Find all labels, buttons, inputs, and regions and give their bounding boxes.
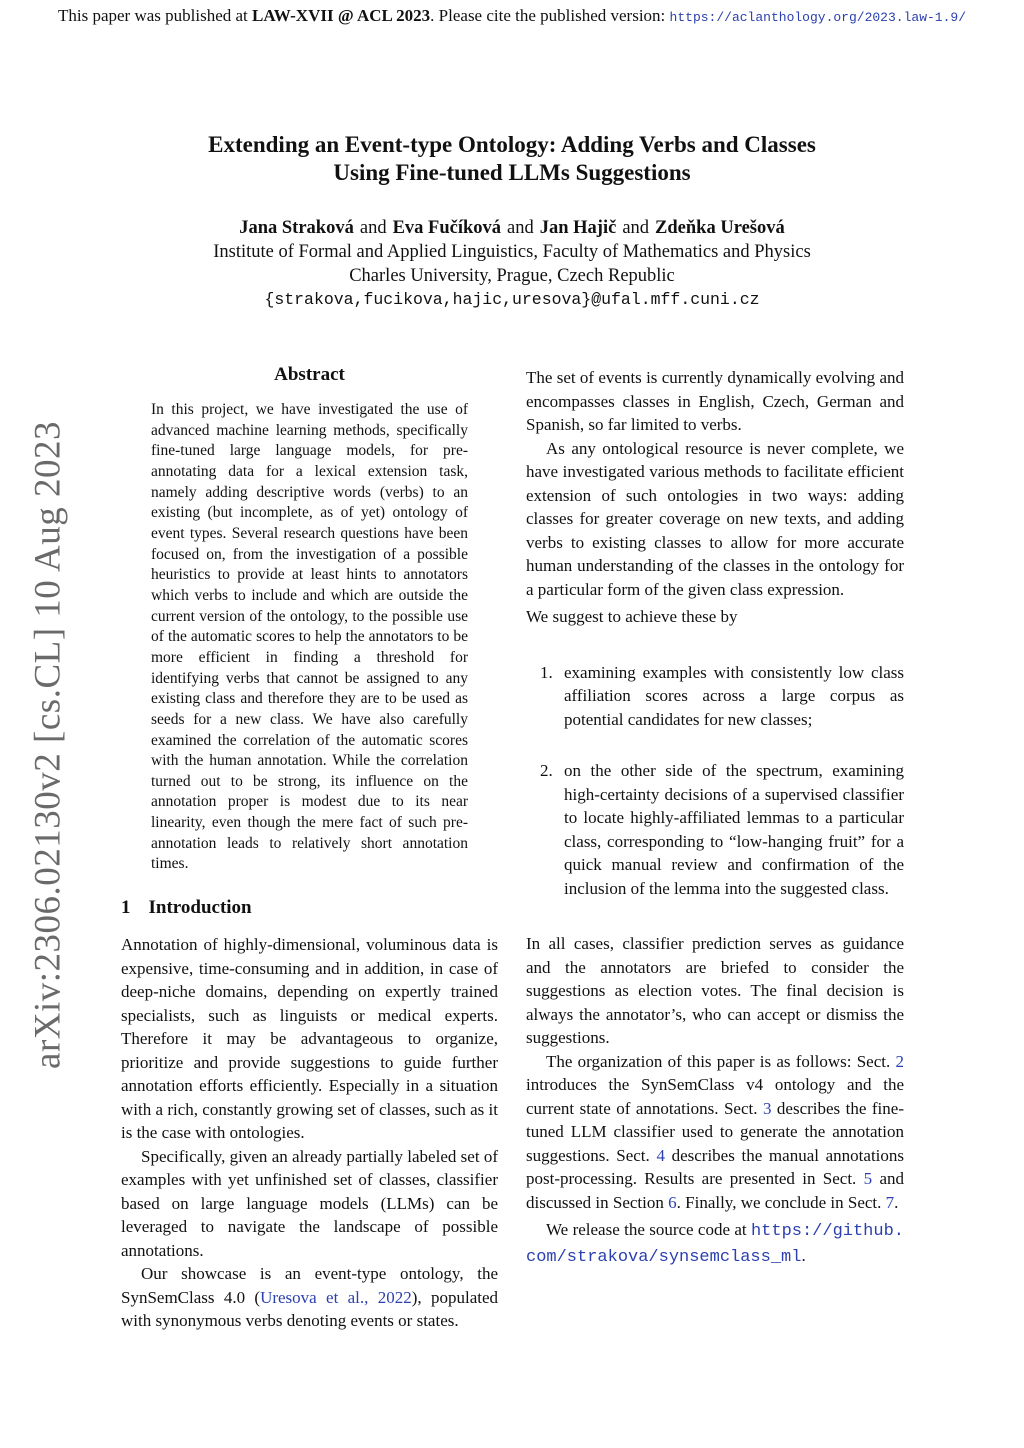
suggestion-list <box>526 661 904 901</box>
affiliation-line-1: Institute of Formal and Applied Linguistics, Faculty of Mathematics and Physics <box>213 242 811 262</box>
citation-link[interactable]: Uresova et al., 2022 <box>260 1287 412 1307</box>
right-paragraph-5 <box>526 1050 904 1215</box>
section-ref-link[interactable]: 5 <box>863 1169 873 1188</box>
text-span: and discussed in Section <box>526 1169 904 1212</box>
text-span: . <box>801 1245 806 1265</box>
author-name: Jan Hajič <box>539 218 617 238</box>
notice-venue: LAW-XVII @ ACL 2023 <box>252 6 431 25</box>
text-span: . Finally, we conclude in Sect. <box>676 1192 886 1212</box>
author-name: Eva Fučíková <box>392 218 502 238</box>
author-name: Zdeňka Urešová <box>655 218 785 238</box>
intro-paragraph-3 <box>121 1262 498 1333</box>
notice-prefix: This paper was published at <box>57 6 248 25</box>
text-span: describes the fine-tuned LLM classifier used to generate the annotation suggestions. Sect. <box>526 1098 904 1165</box>
list-item <box>526 661 904 732</box>
section-ref-link[interactable]: 3 <box>762 1098 772 1118</box>
right-paragraph-3: We suggest to achieve these by <box>526 607 738 626</box>
arxiv-identifier: arXiv:2306.02130v2 [cs.CL] 10 Aug 2023 <box>27 421 69 1069</box>
text-span: Our showcase is an event-type ontology, the SynSemClass 4.0 ( <box>121 1264 498 1307</box>
abstract-heading: Abstract <box>274 364 345 385</box>
paper-title <box>0 131 1024 187</box>
publication-notice <box>0 6 1024 26</box>
list-text: on the other side of the spectrum, examining high-certainty decisions of a supervised classifier to locate highly-affiliated lemmas to a particular class, corresponding to “low-hanging fruit” for a quick manual review and confirmation of the inclusion of the lemma into the suggested class. <box>564 761 904 898</box>
text-span: . <box>894 1192 899 1212</box>
abstract-text: In this project, we have investigated the use of advanced machine learning methods, specifically fine-tuned large language models, for pre-annotating data for a lexical extension task, namely adding descriptive words (verbs) to an existing (but incomplete, as of yet) ontology of event types. Several research questions have been focused on, from the investigation of a possible heuristics to provide at least hints to annotators which verbs to include and which are outside the current version of the ontology, to the possible use of the automatic scores to help the annotators to be more efficient in finding a threshold for identifying verbs that cannot be assigned to any existing class and therefore they are to be used as seeds for a new class. We have also carefully examined the correlation of the automatic scores with the human annotation. While the correlation turned out to be strong, its influence on the annotation proper is modest due to its near linearity, even though the mere fact of such pre-annotation leads to relatively short annotation times. <box>151 401 468 873</box>
text-span: ), populated with synonymous verbs denoting events or states. <box>121 1287 499 1331</box>
and-word: and <box>359 218 387 238</box>
text-span: introduces the SynSemClass v4 ontology and the current state of annotations. Sect. <box>526 1075 904 1118</box>
github-link-continued[interactable]: com/strakova/synsemclass_ml <box>526 1247 802 1267</box>
and-word: and <box>622 218 650 238</box>
title-line-2: Using Fine-tuned LLMs Suggestions <box>333 160 691 185</box>
section-ref-link[interactable]: 2 <box>895 1051 904 1071</box>
section-ref-link[interactable]: 6 <box>668 1192 677 1212</box>
and-word: and <box>507 218 534 238</box>
affiliation-line-2: Charles University, Prague, Czech Republic <box>349 266 675 286</box>
title-line-1: Extending an Event-type Ontology: Adding Verbs and Classes <box>208 132 816 157</box>
right-paragraph-2: As any ontological resource is never complete, we have investigated various methods to facilitate efficient extension of such ontologies in two ways: adding classes for greater coverage on new texts, and adding verbs to existing classes to allow for more accurate human understanding of the classes in the ontology for a particular form of the given class expression. <box>526 438 904 599</box>
list-number: 1. <box>540 662 553 682</box>
text-span: We release the source code at <box>546 1220 751 1239</box>
author-block <box>0 216 1024 312</box>
list-number: 2. <box>540 761 553 780</box>
right-paragraph-1: The set of events is currently dynamically evolving and encompasses classes in English, Czech, German and Spanish, so far limited to verbs. <box>526 368 904 434</box>
list-text: examining examples with consistently low class affiliation scores across a large corpus as potential candidates for new classes; <box>564 662 904 729</box>
author-list <box>0 216 1024 240</box>
right-paragraph-4: In all cases, classifier prediction serves as guidance and the annotators are briefed to consider the suggestions as election votes. The final decision is always the annotator’s, who can accept or dismiss the suggestions. <box>526 934 904 1047</box>
section-number: 1 <box>121 897 131 919</box>
text-span: The organization of this paper is as follows: Sect. <box>546 1051 896 1071</box>
intro-paragraph-2: Specifically, given an already partially labeled set of examples with yet unfinished set of classes, classifier based on large language models (LLMs) can be leveraged to navigate the landscape of possible annotations. <box>121 1146 498 1260</box>
section-title: Introduction <box>148 897 252 919</box>
intro-paragraph-1: Annotation of highly-dimensional, voluminous data is expensive, time-consuming and in addition, in case of deep-niche domains, depending on expertly trained specialists, such as linguists or medical experts. Therefore it may be advantageous to organize, prioritize and provide suggestions to guide further annotation efforts efficiently. Especially in a situation with a rich, constantly growing set of classes, such as it is the case with ontologies. <box>121 935 498 1143</box>
notice-suffix: . Please cite the published version: <box>430 6 666 25</box>
right-column <box>526 366 904 1269</box>
left-column <box>121 360 498 1333</box>
section-heading-introduction <box>121 897 498 919</box>
github-link[interactable]: https://github. <box>750 1222 904 1241</box>
section-ref-link[interactable]: 7 <box>885 1192 895 1212</box>
section-ref-link[interactable]: 4 <box>656 1145 665 1165</box>
list-item <box>526 759 904 900</box>
right-paragraph-6 <box>526 1218 904 1269</box>
author-emails: {strakova,fucikova,hajic,uresova}@ufal.mff.cuni.cz <box>264 290 760 309</box>
author-name: Jana Straková <box>239 218 354 238</box>
text-span: describes the manual annotations post-processing. Results are presented in Sect. <box>526 1145 905 1188</box>
published-version-link[interactable]: https://aclanthology.org/2023.law-1.9/ <box>669 10 966 25</box>
